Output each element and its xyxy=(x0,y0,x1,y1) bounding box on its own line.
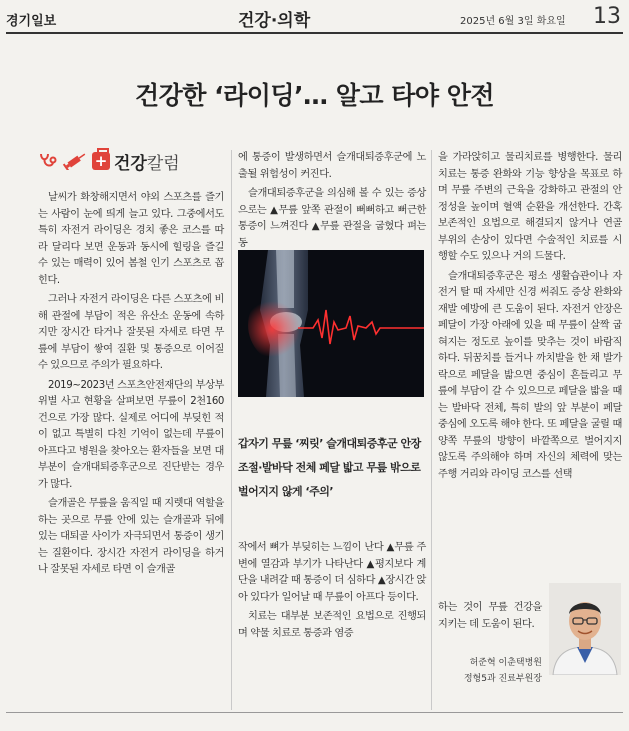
page-number: 13 xyxy=(593,4,621,29)
paragraph: 슬개대퇴증후군을 의심해 볼 수 있는 증상으로는 ▲무릎 앞쪽 관절이 뻐뻐하고 뻐근한 통증이 느껴진다 ▲무릎 관절을 굽혔다 펴는 동 xyxy=(238,188,426,249)
column-divider xyxy=(431,150,432,710)
article-column-1 xyxy=(38,190,224,582)
article-column-2-bottom xyxy=(238,540,426,645)
author-byline xyxy=(446,655,542,687)
figure-caption: 갑자기 무릎 ‘찌릿’ 슬개대퇴증후군 안장 조절·발바닥 전체 페달 밟고 무릎 밖으로 벌어지지 않게 ‘주의’ xyxy=(238,437,421,498)
article-column-3-end xyxy=(438,600,542,636)
section-title: 건강·의학 xyxy=(238,11,311,31)
article-headline: 건강한 ‘라이딩’… 알고 타야 안전 xyxy=(134,81,495,110)
masthead xyxy=(6,4,623,34)
author-name: 허준혁 이춘택병원 xyxy=(469,658,542,668)
syringe-icon xyxy=(62,152,88,170)
article-column-3 xyxy=(438,150,622,486)
paragraph: 작에서 뼈가 부딪히는 느낌이 난다 ▲무릎 주변에 열감과 부기가 나타난다 ▲평지보다 계단을 내려갈 때 통증이 더 심하다 ▲장시간 앉아 있다가 일어날 때 무릎이 아프다 등이다. xyxy=(238,542,426,603)
knee-image xyxy=(238,250,424,397)
column-divider xyxy=(231,150,232,710)
paragraph: 2019~2023년 스포츠안전재단의 부상부위별 사고 현황을 살펴보면 무릎이 2천160건으로 가장 많다. 실제로 어디에 부딪힌 적이 없고 특별히 다친 기억이 없는데 무릎이 아프다고 병원을 찾아오는 환자들을 보면 대부분이 슬개대퇴증후군으로 진단받는 경우가 많다. xyxy=(38,379,224,490)
stethoscope-icon xyxy=(38,152,58,170)
paragraph: 하는 것이 무릎 건강을 지키는 데 도움이 된다. xyxy=(438,602,542,630)
paragraph: 에 통증이 발생하면서 슬개대퇴증후군에 노출될 위험성이 커진다. xyxy=(238,152,426,180)
column-label-text xyxy=(114,149,180,174)
newspaper-name: 경기일보 xyxy=(6,14,57,29)
column-label xyxy=(38,147,180,175)
column-label-light: 칼럼 xyxy=(146,153,180,174)
column-label-bold: 건강 xyxy=(114,153,147,174)
paragraph: 그러나 자전거 라이딩은 다른 스포츠에 비해 관절에 부담이 적은 유산소 운동에 속하지만 장시간 타거나 잘못된 자세로 타면 무릎에 부담이 쌓여 질환 및 통증으로 이어질 수 있으므로 주의가 필요하다. xyxy=(38,294,224,371)
paragraph: 을 가라앉히고 물리치료를 병행한다. 물리치료는 통증 완화와 기능 향상을 목표로 하며 무릎 주변의 근육을 강화하고 관절의 안정성을 높이며 혈액 순환을 개선한다. 간혹 보존적인 요법으로 해결되지 않거나 연골 부위의 손상이 있다면 수술적인 치료를 시행할 수도 있으나 거의 드물다. xyxy=(438,152,622,262)
first-aid-kit-icon xyxy=(92,152,110,170)
author-portrait-image xyxy=(549,583,621,675)
knee-pain-illustration xyxy=(238,250,424,397)
paragraph: 슬개대퇴증후군은 평소 생활습관이나 자전거 탈 때 자세만 신경 써줘도 증상 완화와 재발 예방에 큰 도움이 된다. 자전거 안장은 페달이 가장 아래에 있을 때 무릎이 살짝 굽혀지는 정도로 높이를 맞추는 것이 바람직하다. 뒤꿈치를 들거나 까치발을 한 채 발가락으로 페달을 밟으면 중심이 흔들리고 무릎에 부담이 갈 수 있으므로 페달을 밟을 때는 발바닥 전체, 특히 발의 앞 부분이 페달 중심에 오도록 해야 한다. 또 페달을 굴릴 때 양쪽 무릎의 방향이 바깥쪽으로 벌어지지 않도록 주의해야 하며 자신의 체력에 맞는 주행 거리와 라이딩 코스를 선택 xyxy=(438,270,622,480)
article-column-2-top xyxy=(238,150,426,255)
author-title: 정형5과 진료부원장 xyxy=(463,674,542,684)
paragraph: 치료는 대부분 보존적인 요법으로 진행되며 약물 치료로 통증과 염증 xyxy=(238,611,426,639)
paragraph: 슬개골은 무릎을 움직일 때 지렛대 역할을 하는 곳으로 무릎 안에 있는 슬개골과 뒤에 있는 대퇴골 사이가 자극되면서 통증이 생기는 질환이다. 장시간 자전거 라이딩을 하거나 잘못된 자세로 타면 이 슬개골 xyxy=(38,498,224,575)
paragraph: 날씨가 화창해지면서 야외 스포츠를 즐기는 사람이 눈에 띄게 늘고 있다. 그중에서도 특히 자전거 라이딩은 경치 좋은 코스를 따라 달리다 보면 운동과 동시에 힐링을 즐길 수 있는 매력이 있어 봄철 인기 스포츠로 꼽힌다. xyxy=(38,192,224,286)
page-bottom-rule xyxy=(6,712,623,713)
issue-date: 2025년 6월 3일 화요일 xyxy=(460,16,566,27)
author-photo xyxy=(549,583,621,675)
